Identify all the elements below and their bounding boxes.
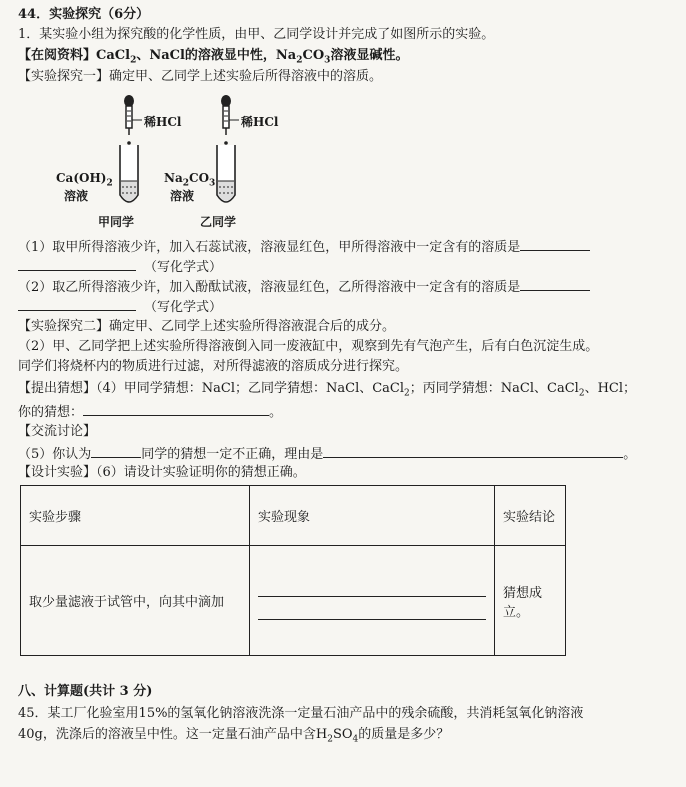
conclusion-text-a: 猜想成 <box>503 585 543 601</box>
question-2: （2）取乙所得溶液少许，加入酚酞试液，溶液显红色，乙所得溶液中一定含有的溶质是 <box>18 276 590 297</box>
answer-blank-2b[interactable] <box>18 296 136 311</box>
question-44-title: 44．实验探究（6分） <box>18 7 150 22</box>
paragraph-mix: （2）甲、乙同学把上述实验所得溶液倒入同一废液缸中，观察到先有气泡产生，后有白色沉淀生成。 <box>18 339 599 354</box>
answer-blank-1b[interactable] <box>18 256 136 271</box>
header-conclusion: 实验结论 <box>495 486 566 546</box>
header-phenomena: 实验现象 <box>250 486 495 546</box>
hypotheses: 【提出猜想】（4）甲同学猜想：NaCl；乙同学猜想：NaCl、CaCl$_2$；丙同学猜想：NaCl、CaCl$_2$、HCl； <box>18 381 637 399</box>
right-dropper-icon <box>221 95 239 152</box>
question-1: （1）取甲所得溶液少许，加入石蕊试液，溶液显红色，甲所得溶液中一定含有的溶质是 <box>18 236 590 257</box>
table-header-row <box>21 486 566 546</box>
answer-blank-1a[interactable] <box>520 236 590 251</box>
right-solution-formula: $Na_2CO_3$ <box>164 171 216 189</box>
answer-line-phenomena-2[interactable] <box>258 605 486 620</box>
left-test-tube-icon <box>120 145 138 202</box>
reference-info: 【在阅资料】CaCl$_2$、NaCl的溶液显中性，$Na_2CO_3$溶液显碱性。 <box>18 48 409 66</box>
student-a-caption: 甲同学 <box>98 215 135 229</box>
answer-blank-5b[interactable] <box>323 443 623 458</box>
question-1-cont: （写化学式） <box>18 256 222 277</box>
answer-blank-2a[interactable] <box>520 276 590 291</box>
question-5: （5）你认为 同学的猜想一定不正确，理由是 。 <box>18 443 636 464</box>
right-solution-label: 溶液 <box>170 189 195 203</box>
question-45-line2: 40g，洗涤后的溶液呈中性。这一定量石油产品中含$H_2SO_4$的质量是多少？ <box>18 727 450 745</box>
answer-blank-guess[interactable] <box>83 401 269 416</box>
answer-blank-5a[interactable] <box>91 443 141 458</box>
paragraph-filter: 同学们将烧杯内的物质进行过滤，对所得滤液的溶质成分进行探究。 <box>18 359 409 374</box>
discussion-heading: 【交流讨论】 <box>18 424 97 439</box>
your-guess: 你的猜想： 。 <box>18 401 282 422</box>
question-45-line1: 45．某工厂化验室用15%的氢氧化钠溶液洗涤一定量石油产品中的残余硫酸，共消耗氢氧化钠溶液 <box>18 706 584 721</box>
section-8-title: 八、计算题(共计 3 分) <box>18 684 153 699</box>
design-heading: 【设计实验】（6）请设计实验证明你的猜想正确。 <box>18 465 306 480</box>
phenomena-cell <box>250 546 495 656</box>
conclusion-cell <box>495 546 566 656</box>
answer-line-phenomena-1[interactable] <box>258 582 486 597</box>
header-steps: 实验步骤 <box>21 486 250 546</box>
left-solution-formula: $Ca(OH)_2$ <box>56 171 113 189</box>
table-row <box>21 546 566 656</box>
right-acid-label: 稀HCl <box>241 115 279 129</box>
left-acid-label: 稀HCl <box>144 115 182 129</box>
experiment-table <box>20 485 566 656</box>
left-dropper-icon <box>124 95 142 152</box>
right-test-tube-icon <box>217 145 235 202</box>
step-cell: 取少量滤液于试管中，向其中滴加 <box>21 546 250 656</box>
left-solution-label: 溶液 <box>64 189 89 203</box>
conclusion-text-b: 立。 <box>503 604 530 620</box>
inquiry-one-heading: 【实验探究一】确定甲、乙同学上述实验后所得溶液中的溶质。 <box>18 69 383 84</box>
question-2-cont: （写化学式） <box>18 296 222 317</box>
student-b-caption: 乙同学 <box>200 215 237 229</box>
experiment-figure <box>50 95 310 235</box>
intro-text: 1．某实验小组为探究酸的化学性质，由甲、乙同学设计并完成了如图所示的实验。 <box>18 27 495 42</box>
inquiry-two-heading: 【实验探究二】确定甲、乙同学上述实验所得溶液混合后的成分。 <box>18 319 396 334</box>
